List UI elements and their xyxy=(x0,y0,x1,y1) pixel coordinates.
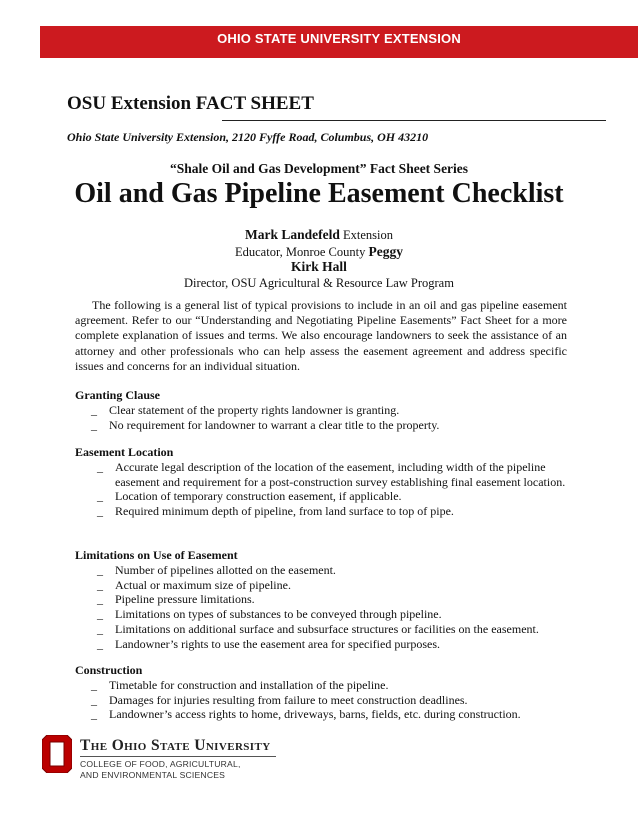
checklist-item xyxy=(75,592,575,607)
section-easement-location xyxy=(75,445,575,519)
series-title: “Shale Oil and Gas Development” Fact Sheet Series xyxy=(169,161,469,176)
checklist-item xyxy=(75,489,567,504)
checkbox-mark: _ xyxy=(97,489,103,504)
checklist-item-text: Required minimum depth of pipeline, from land surface to top of pipe. xyxy=(115,504,454,519)
college-line-2: AND ENVIRONMENTAL SCIENCES xyxy=(80,770,226,780)
checklist-item-text: Actual or maximum size of pipeline. xyxy=(115,577,291,592)
fact-sheet-heading: OSU Extension FACT SHEET xyxy=(67,93,314,114)
checklist-item-text: Landowner’s access rights to home, driveways, barns, fields, etc. during construction. xyxy=(109,707,521,722)
author-line-2-text: Educator, Monroe County xyxy=(234,245,369,259)
checkbox-mark: _ xyxy=(91,707,97,722)
checkbox-mark: _ xyxy=(97,621,103,636)
checklist-item-text: Limitations on types of substances to be conveyed through pipeline. xyxy=(115,607,442,622)
section-granting-clause xyxy=(75,388,575,432)
checklist-item-text: Limitations on additional surface and subsurface structures or facilities on the easement. xyxy=(115,621,539,636)
checklist-item-text: No requirement for landowner to warrant a clear title to the property. xyxy=(109,417,440,432)
checklist-item xyxy=(75,403,575,418)
checklist-item-text: Timetable for construction and installation of the pipeline. xyxy=(109,677,389,692)
checklist-item xyxy=(75,678,575,693)
section-heading: Limitations on Use of Easement xyxy=(75,548,238,562)
checklist-item-text: Landowner’s rights to use the easement area for specified purposes. xyxy=(115,636,441,651)
checklist-item-text: Pipeline pressure limitations. xyxy=(115,592,255,607)
checkbox-mark: _ xyxy=(97,459,103,474)
section-heading: Granting Clause xyxy=(75,388,161,402)
checkbox-mark: _ xyxy=(97,562,103,577)
checkbox-mark: _ xyxy=(91,402,97,417)
checkbox-mark: _ xyxy=(91,677,97,692)
header-rule xyxy=(222,120,606,121)
checklist-item xyxy=(75,504,567,519)
checkbox-mark: _ xyxy=(97,504,103,519)
checklist-item-text: Damages for injuries resulting from failure to meet construction deadlines. xyxy=(109,692,468,707)
checklist-item xyxy=(75,693,575,708)
section-heading: Easement Location xyxy=(75,445,174,459)
author-line-3 xyxy=(0,259,638,275)
checkbox-mark: _ xyxy=(91,692,97,707)
checkbox-mark: _ xyxy=(97,577,103,592)
college-line-1: COLLEGE OF FOOD, AGRICULTURAL, xyxy=(80,759,241,769)
checkbox-mark: _ xyxy=(97,592,103,607)
section-heading: Construction xyxy=(75,663,143,677)
university-name: The Ohio State University xyxy=(80,737,271,754)
checklist-item-text: Clear statement of the property rights landowner is granting. xyxy=(109,402,400,417)
checklist-item xyxy=(75,707,575,722)
author-line-4: Director, OSU Agricultural & Resource Law Program xyxy=(184,276,454,290)
author-line-1 xyxy=(0,227,638,243)
checklist-item xyxy=(75,578,575,593)
block-o-logo-icon xyxy=(42,735,72,773)
author-name-peggy: Peggy xyxy=(368,244,403,259)
footer-rule xyxy=(80,756,276,757)
intro-paragraph: The following is a general list of typical provisions to include in an oil and gas pipeline easement agreement. Refer to our “Understanding and Negotiating Pipeline Easements” Fact Sheet for a more complete explanation of issues and terms. We also encourage landowners to seek the assistance of an attorney and other professionals who can help assess the easement agreement and address specific issues and concerns for an individual situation. xyxy=(75,298,567,373)
extension-banner: OHIO STATE UNIVERSITY EXTENSION xyxy=(40,26,638,58)
author-name-kirk-hall: Kirk Hall xyxy=(291,259,347,274)
author-line-2 xyxy=(0,244,638,260)
checklist-item xyxy=(75,607,575,622)
checklist-item-text: Accurate legal description of the location of the easement, including width of the pipeline easement and requirement for a post-construction survey establishing final easement location. xyxy=(115,459,566,489)
checklist-item xyxy=(75,563,575,578)
author-name-mark: Mark Landefeld xyxy=(244,227,340,242)
checklist-item-text: Location of temporary construction easement, if applicable. xyxy=(115,489,402,504)
checkbox-mark: _ xyxy=(97,636,103,651)
extension-address: Ohio State University Extension, 2120 Fyffe Road, Columbus, OH 43210 xyxy=(67,130,429,144)
author-line-1-rest: Extension xyxy=(339,228,393,242)
checklist-item-text: Number of pipelines allotted on the easement. xyxy=(115,562,336,577)
section-construction xyxy=(75,663,575,722)
checklist-item xyxy=(75,460,567,490)
section-limitations-on-use xyxy=(75,548,575,652)
checklist-item xyxy=(75,637,575,652)
checkbox-mark: _ xyxy=(97,607,103,622)
checklist-item xyxy=(75,622,575,637)
document-title: Oil and Gas Pipeline Easement Checklist xyxy=(74,178,564,209)
checklist-item xyxy=(75,418,575,433)
college-name xyxy=(80,759,320,781)
checkbox-mark: _ xyxy=(91,417,97,432)
